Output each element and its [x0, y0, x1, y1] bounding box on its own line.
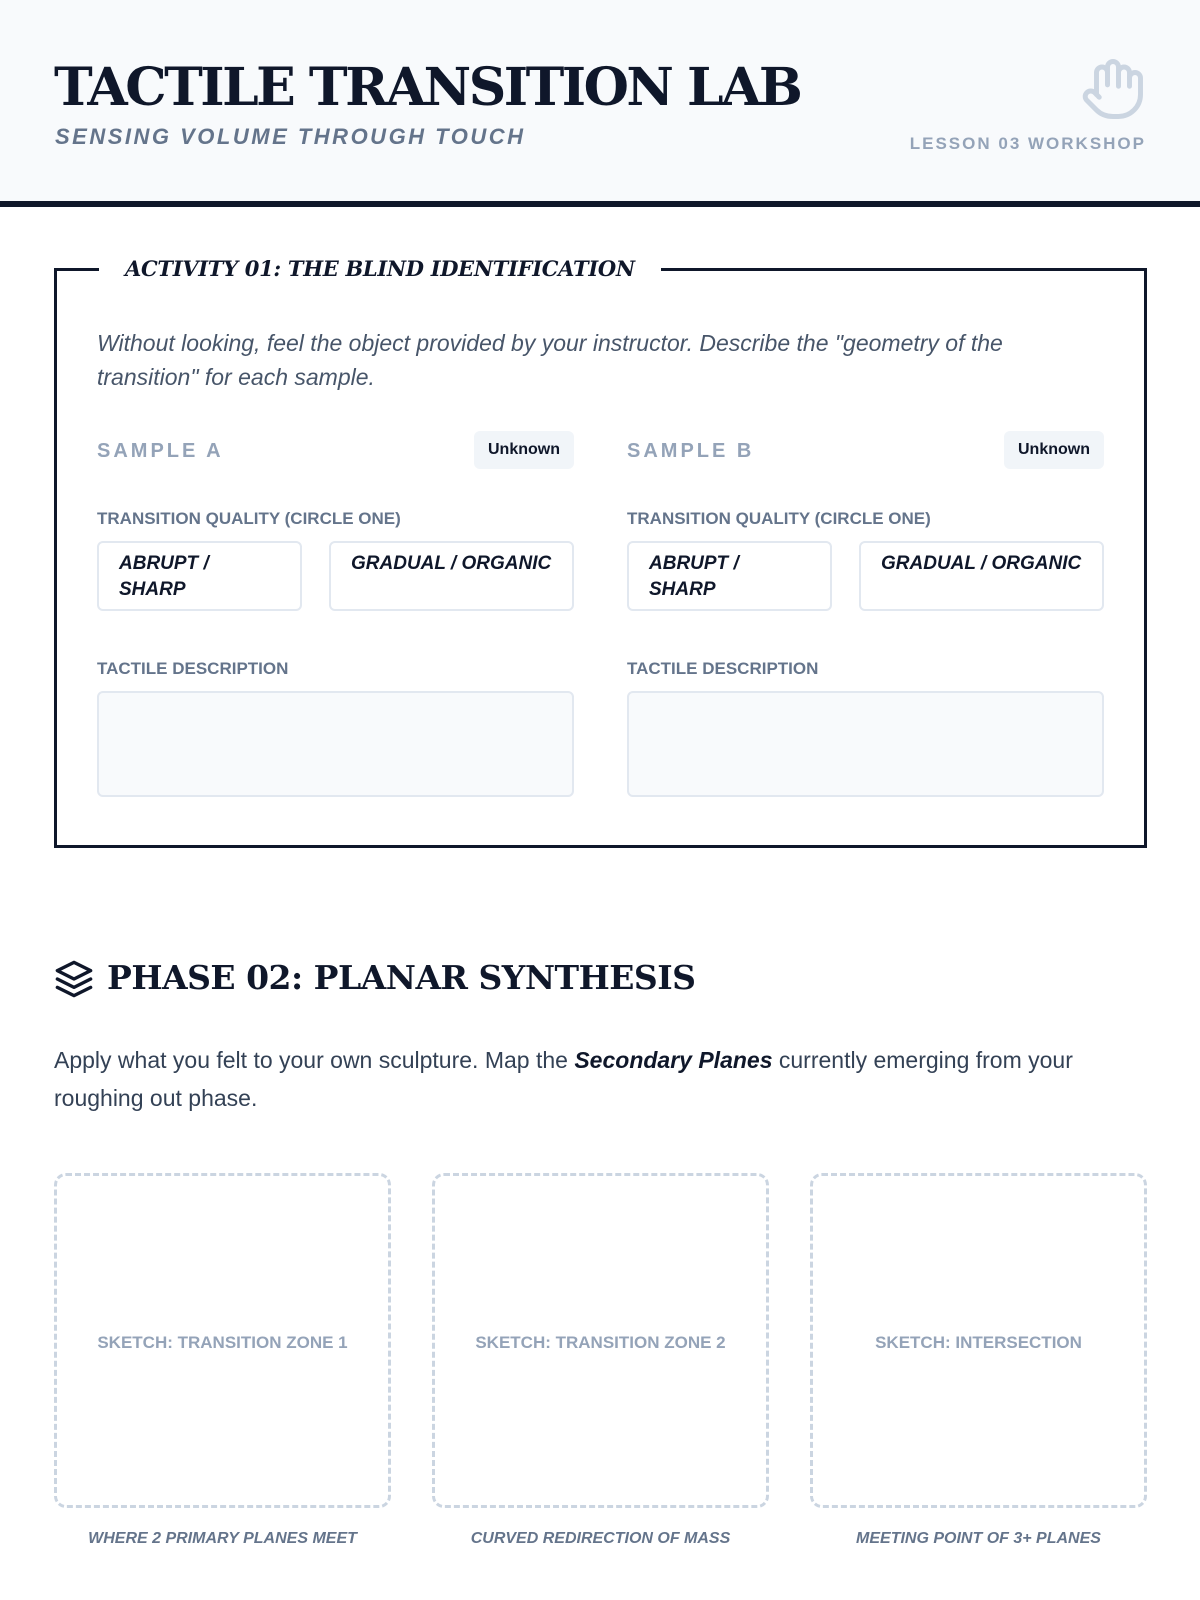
phase-title: PHASE 02: PLANAR SYNTHESIS [107, 958, 696, 997]
sketch-box-transition-zone-2[interactable] [432, 1173, 769, 1508]
tactile-description-label: TACTILE DESCRIPTION [97, 659, 289, 678]
status-badge: Unknown [474, 431, 574, 469]
status-badge: Unknown [1004, 431, 1104, 469]
page-header [0, 0, 1200, 207]
page-subtitle: SENSING VOLUME THROUGH TOUCH [55, 124, 526, 149]
sketch-caption: CURVED REDIRECTION OF MASS [470, 1530, 731, 1547]
choice-gradual-organic[interactable]: GRADUAL / ORGANIC [859, 541, 1104, 611]
sketch-label: SKETCH: TRANSITION ZONE 2 [475, 1333, 726, 1352]
activity-panel [54, 256, 1147, 848]
sketch-box-transition-zone-1[interactable] [54, 1173, 391, 1508]
lesson-label: LESSON 03 WORKSHOP [909, 134, 1146, 153]
sketch-label: SKETCH: TRANSITION ZONE 1 [97, 1333, 348, 1352]
choice-gradual-organic[interactable]: GRADUAL / ORGANIC [329, 541, 574, 611]
choice-abrupt-sharp[interactable]: ABRUPT / SHARP [97, 541, 302, 611]
phase-text-end: currently emerging from your roughing out phase. [54, 1047, 1073, 1111]
phase-text-start: Apply what you felt to your own sculpture. Map the [54, 1047, 575, 1073]
activity-instructions: Without looking, feel the object provided by your instructor. Describe the "geometry of the transition" for each sample. [97, 330, 1003, 390]
tactile-description-label: TACTILE DESCRIPTION [627, 659, 819, 678]
activity-title: ACTIVITY 01: THE BLIND IDENTIFICATION [99, 253, 661, 285]
sample-name: SAMPLE A [97, 440, 224, 462]
choice-abrupt-sharp[interactable]: ABRUPT / SHARP [627, 541, 832, 611]
sketch-box-intersection[interactable] [810, 1173, 1147, 1508]
hand-icon [1080, 56, 1146, 122]
page-title: TACTILE TRANSITION LAB [54, 57, 801, 118]
tactile-description-field[interactable] [97, 691, 574, 797]
sketch-caption: MEETING POINT OF 3+ PLANES [856, 1530, 1101, 1547]
transition-quality-label: TRANSITION QUALITY (CIRCLE ONE) [627, 509, 931, 528]
transition-quality-label: TRANSITION QUALITY (CIRCLE ONE) [97, 509, 401, 528]
sample-name: SAMPLE B [627, 440, 755, 462]
phase-instructions [54, 1041, 1154, 1117]
sketch-label: SKETCH: INTERSECTION [875, 1333, 1082, 1352]
sketch-caption: WHERE 2 PRIMARY PLANES MEET [88, 1530, 357, 1547]
tactile-description-field[interactable] [627, 691, 1104, 797]
phase-text-emphasis: Secondary Planes [574, 1047, 773, 1073]
layers-icon [54, 959, 94, 999]
